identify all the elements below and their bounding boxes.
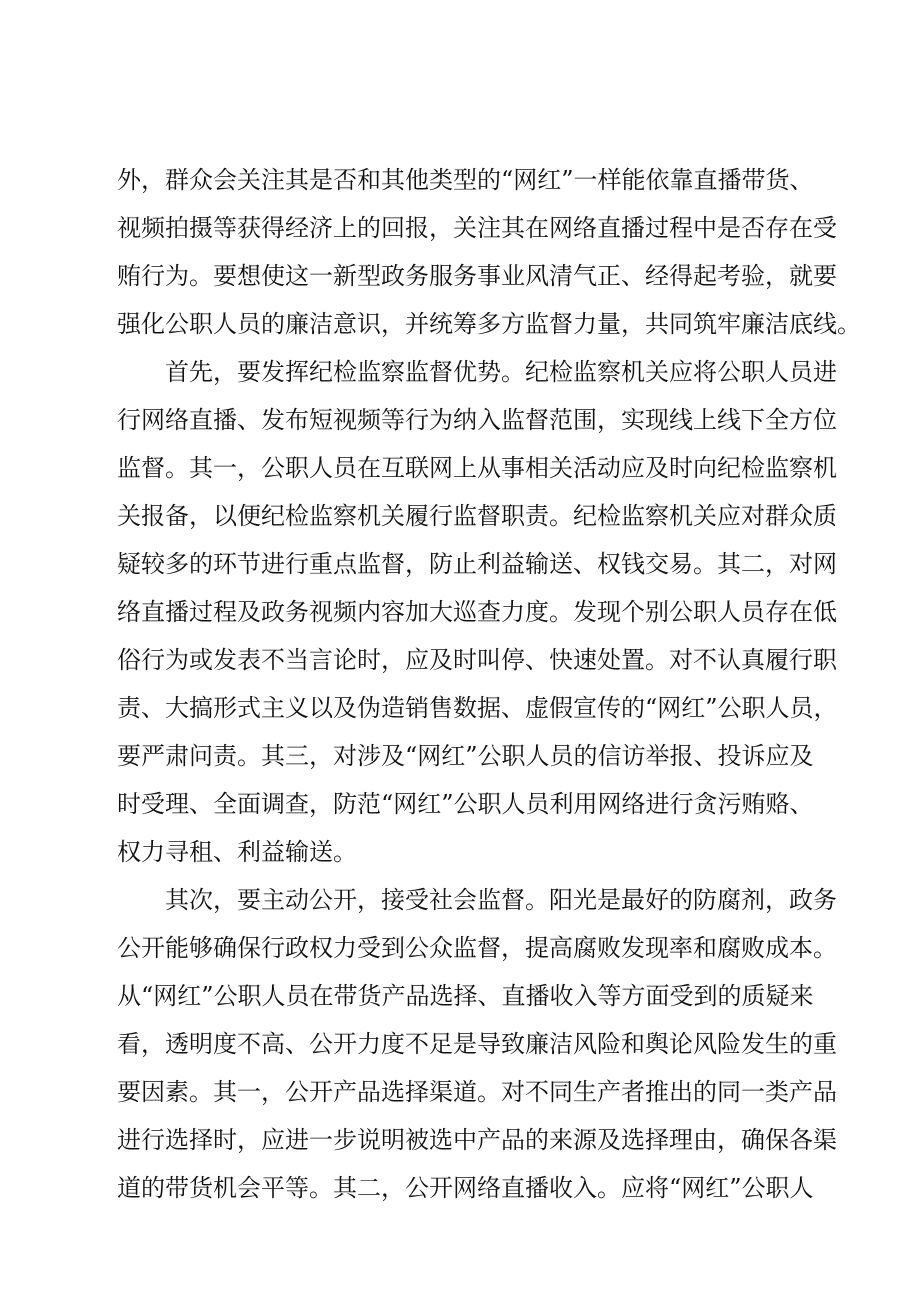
- text-line: 贿行为。要想使这一新型政务服务事业风清气正、经得起考验，就要: [117, 262, 837, 290]
- text-line: 从“网红”公职人员在带货产品选择、直播收入等方面受到的质疑来: [117, 982, 814, 1010]
- text-line: 道的带货机会平等。其二，公开网络直播收入。应将“网红”公职人: [117, 1174, 814, 1202]
- text-line: 行网络直播、发布短视频等行为纳入监督范围，实现线上线下全方位: [117, 406, 837, 434]
- text-line: 俗行为或发表不当言论时，应及时叫停、快速处置。对不认真履行职: [117, 646, 837, 674]
- text-line: 关报备，以便纪检监察机关履行监督职责。纪检监察机关应对群众质: [117, 502, 837, 530]
- text-line: 公开能够确保行政权力受到公众监督，提高腐败发现率和腐败成本。: [117, 934, 837, 962]
- text-line: 看，透明度不高、公开力度不足是导致廉洁风险和舆论风险发生的重: [117, 1030, 837, 1058]
- text-line: 进行选择时，应进一步说明被选中产品的来源及选择理由，确保各渠: [117, 1126, 837, 1154]
- text-line: 监督。其一，公职人员在互联网上从事相关活动应及时向纪检监察机: [117, 454, 837, 482]
- text-line: 责、大搞形式主义以及伪造销售数据、虚假宣传的“网红”公职人员，: [117, 694, 838, 722]
- text-line: 外，群众会关注其是否和其他类型的“网红”一样能依靠直播带货、: [117, 166, 814, 194]
- text-line: 疑较多的环节进行重点监督，防止利益输送、权钱交易。其二，对网: [117, 550, 837, 578]
- text-line: 强化公职人员的廉洁意识，并统筹多方监督力量，共同筑牢廉洁底线。: [117, 310, 861, 338]
- text-line: 视频拍摄等获得经济上的回报，关注其在网络直播过程中是否存在受: [117, 214, 837, 242]
- text-line: 要严肃问责。其三，对涉及“网红”公职人员的信访举报、投诉应及: [117, 742, 814, 770]
- text-line: 要因素。其一，公开产品选择渠道。对不同生产者推出的同一类产品: [117, 1078, 837, 1106]
- paragraph-first-line: 其次，要主动公开，接受社会监督。阳光是最好的防腐剂，政务: [165, 886, 837, 914]
- paragraph-first-line: 首先，要发挥纪检监察监督优势。纪检监察机关应将公职人员进: [165, 358, 837, 386]
- text-line: 络直播过程及政务视频内容加大巡查力度。发现个别公职人员存在低: [117, 598, 837, 626]
- text-line: 时受理、全面调查，防范“网红”公职人员利用网络进行贪污贿赂、: [117, 790, 814, 818]
- paragraph-last-line: 权力寻租、利益输送。: [117, 838, 357, 866]
